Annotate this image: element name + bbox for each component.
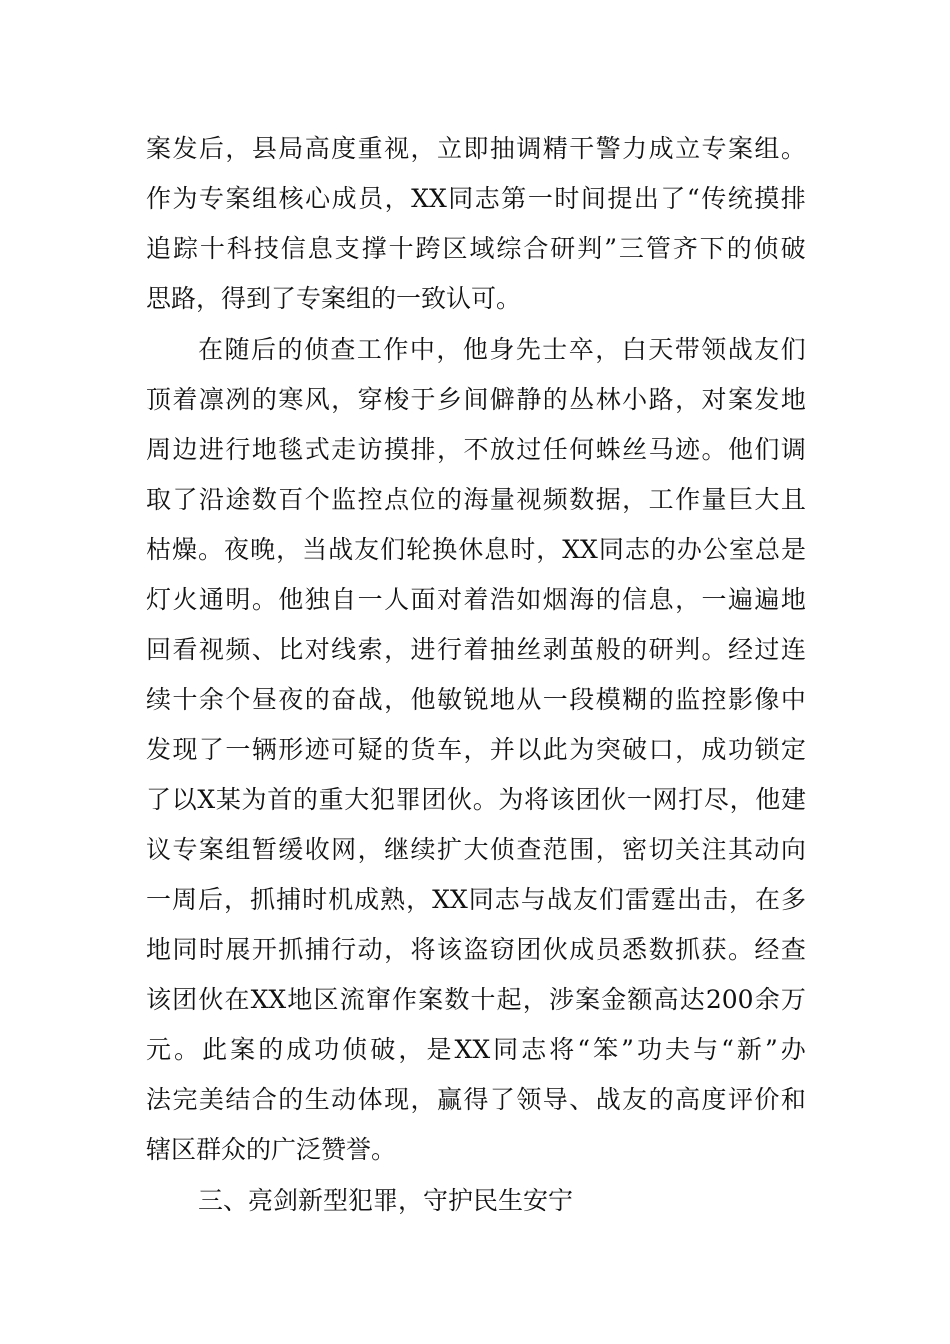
text-line: 了 以 X 某 为 首 的 重 大 犯 罪 团 伙 。 为 将 该 团 伙 一 网 打 尽 ， 他 建 [146, 785, 806, 814]
text-line: 续 十 余 个 昼 夜 的 奋 战 ， 他 敏 锐 地 从 一 段 模 糊 的 监 控 影 像 中 [146, 685, 806, 714]
text-line: 顶 着 凛 冽 的 寒 风 ， 穿 梭 于 乡 间 僻 静 的 丛 林 小 路 ， 对 案 发 地 [146, 385, 806, 414]
text-line: 回 看 视 频 、 比 对 线 索 ， 进 行 着 抽 丝 剥 茧 般 的 研 判 。 经 过 连 [146, 635, 806, 664]
text-line: 灯 火 通 明 。 他 独 自 一 人 面 对 着 浩 如 烟 海 的 信 息 ， 一 遍 遍 地 [146, 585, 806, 614]
text-line: 元 。 此 案 的 成 功 侦 破 ， 是 XX 同 志 将 “ 笨 ” 功 夫 与 “ 新 ” 办 [146, 1035, 806, 1064]
text-line: 追 踪 十 科 技 信 息 支 撑 十 跨 区 域 综 合 研 判 ” 三 管 齐 下 的 侦 破 [146, 234, 806, 263]
text-line: 枯 燥 。 夜 晚 ， 当 战 友 们 轮 换 休 息 时 ， XX 同 志 的 办 公 室 总 是 [146, 535, 806, 564]
text-line: 取 了 沿 途 数 百 个 监 控 点 位 的 海 量 视 频 数 据 ， 工 作 量 巨 大 且 [146, 485, 806, 514]
text-line: 周 边 进 行 地 毯 式 走 访 摸 排 ， 不 放 过 任 何 蛛 丝 马 迹 。 他 们 调 [146, 435, 806, 464]
text-line: 作 为 专 案 组 核 心 成 员 ， XX 同 志 第 一 时 间 提 出 了 “ 传 统 摸 排 [146, 184, 806, 213]
section-heading: 三、亮剑新型犯罪，守护民生安宁 [198, 1186, 574, 1215]
text-line: 案 发 后 ， 县 局 高 度 重 视 ， 立 即 抽 调 精 干 警 力 成 立 专 案 组 。 [146, 134, 806, 163]
text-line: 辖区群众的广泛赞誉。 [146, 1135, 397, 1164]
text-line: 地 同 时 展 开 抓 捕 行 动 ， 将 该 盗 窃 团 伙 成 员 悉 数 抓 获 。 经 查 [146, 935, 806, 964]
text-line: 该 团 伙 在 XX 地 区 流 窜 作 案 数 十 起 ， 涉 案 金 额 高 达 200 余 万 [146, 985, 806, 1014]
text-line: 思路，得到了专案组的一致认可。 [146, 284, 522, 313]
text-line: 法 完 美 结 合 的 生 动 体 现 ， 赢 得 了 领 导 、 战 友 的 高 度 评 价 和 [146, 1085, 806, 1114]
text-line: 议 专 案 组 暂 缓 收 网 ， 继 续 扩 大 侦 查 范 围 ， 密 切 关 注 其 动 向 [146, 835, 806, 864]
text-line: 发 现 了 一 辆 形 迹 可 疑 的 货 车 ， 并 以 此 为 突 破 口 ， 成 功 锁 定 [146, 735, 806, 764]
paragraph-first-line: 在 随 后 的 侦 查 工 作 中 ， 他 身 先 士 卒 ， 白 天 带 领 战 友 们 [198, 335, 806, 364]
text-line: 一 周 后 ， 抓 捕 时 机 成 熟 ， XX 同 志 与 战 友 们 雷 霆 出 击 ， 在 多 [146, 885, 806, 914]
